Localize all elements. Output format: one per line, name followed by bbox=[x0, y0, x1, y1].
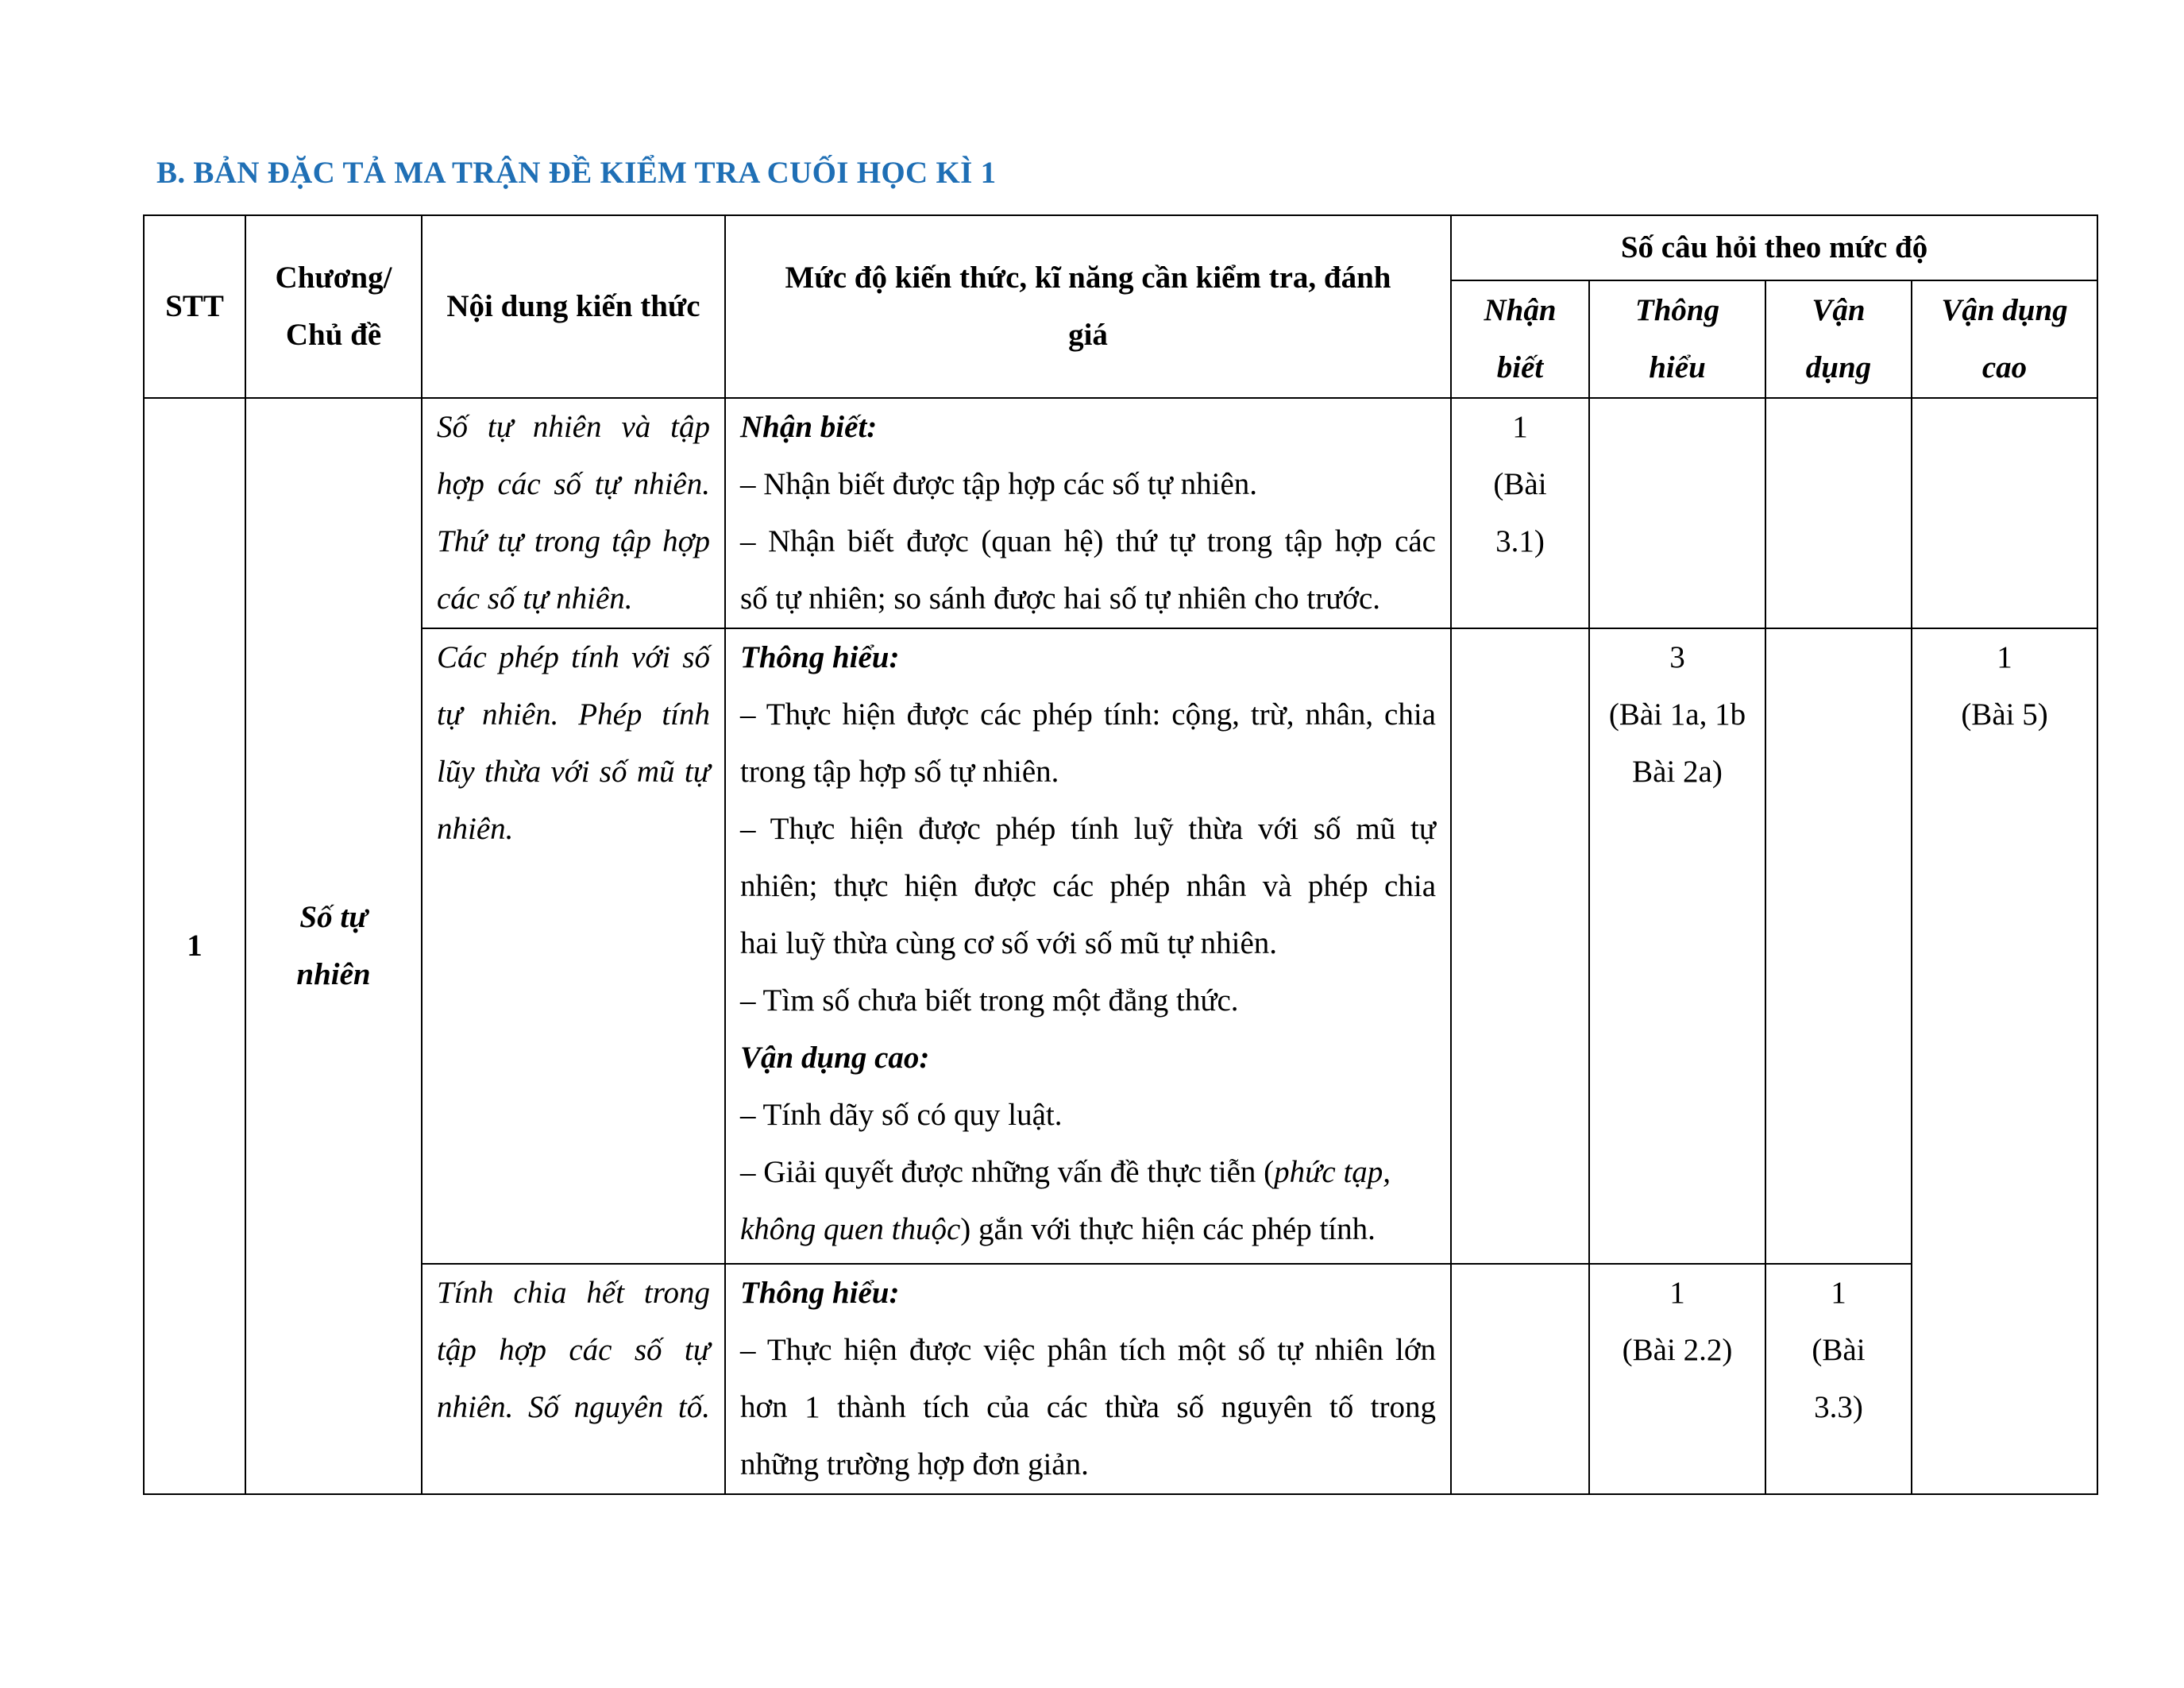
header-stt: STT bbox=[144, 215, 245, 398]
count-apply: 1 (Bài 3.3) bbox=[1765, 1264, 1912, 1494]
table-row bbox=[144, 398, 2097, 628]
header-apply-high: Vận dụng cao bbox=[1912, 280, 2097, 398]
page-heading: B. BẢN ĐẶC TẢ MA TRẬN ĐỀ KIỂM TRA CUỐI HỌC KÌ 1 bbox=[156, 156, 997, 190]
header-chapter: Chương/ Chủ đề bbox=[245, 215, 422, 398]
count-understand bbox=[1589, 398, 1765, 628]
table-row bbox=[144, 1264, 2097, 1494]
table-row bbox=[144, 628, 2097, 1264]
content-cell: Số tự nhiên và tập hợp các số tự nhiên. Thứ tự trong tập hợp các số tự nhiên. bbox=[422, 398, 725, 628]
header-row-1 bbox=[144, 215, 2097, 280]
level-cell: Thông hiểu: – Thực hiện được các phép tính: cộng, trừ, nhân, chia trong tập hợp số tự nhiên. – Thực hiện được phép tính luỹ thừa với số mũ tự nhiên; thực hiện được các phép nhân và phép chia hai luỹ thừa cùng cơ số với số mũ tự nhiên. – Tìm số chưa biết trong một đẳng thức. Vận dụng cao: – Tính dãy số có quy luật. – Giải quyết được những vấn đề thực tiễn (phức tạp, không quen thuộc) gắn với thực hiện các phép tính. bbox=[725, 628, 1451, 1264]
header-level: Mức độ kiến thức, kĩ năng cần kiểm tra, đánh giá bbox=[725, 215, 1451, 398]
header-recognize: Nhận biết bbox=[1451, 280, 1589, 398]
count-understand: 1 (Bài 2.2) bbox=[1589, 1264, 1765, 1494]
count-recognize: 1 (Bài 3.1) bbox=[1451, 398, 1589, 628]
row-chapter: Số tự nhiên bbox=[245, 398, 422, 1494]
header-count-group: Số câu hỏi theo mức độ bbox=[1451, 215, 2097, 280]
header-content: Nội dung kiến thức bbox=[422, 215, 725, 398]
level-cell: Thông hiểu: – Thực hiện được việc phân tích một số tự nhiên lớn hơn 1 thành tích của các thừa số nguyên tố trong những trường hợp đơn giản. bbox=[725, 1264, 1451, 1494]
header-understand: Thông hiểu bbox=[1589, 280, 1765, 398]
content-cell: Tính chia hết trong tập hợp các số tự nhiên. Số nguyên tố. bbox=[422, 1264, 725, 1494]
count-apply-high bbox=[1912, 398, 2097, 628]
count-apply bbox=[1765, 628, 1912, 1264]
header-apply: Vận dụng bbox=[1765, 280, 1912, 398]
count-apply bbox=[1765, 398, 1912, 628]
count-understand: 3 (Bài 1a, 1b Bài 2a) bbox=[1589, 628, 1765, 1264]
spec-matrix-table bbox=[143, 214, 2098, 1495]
count-recognize bbox=[1451, 1264, 1589, 1494]
level-cell: Nhận biết: – Nhận biết được tập hợp các số tự nhiên. – Nhận biết được (quan hệ) thứ tự trong tập hợp các số tự nhiên; so sánh được hai số tự nhiên cho trước. bbox=[725, 398, 1451, 628]
row-stt: 1 bbox=[144, 398, 245, 1494]
count-recognize bbox=[1451, 628, 1589, 1264]
content-cell: Các phép tính với số tự nhiên. Phép tính lũy thừa với số mũ tự nhiên. bbox=[422, 628, 725, 1264]
count-apply-high: 1 (Bài 5) bbox=[1912, 628, 2097, 1494]
